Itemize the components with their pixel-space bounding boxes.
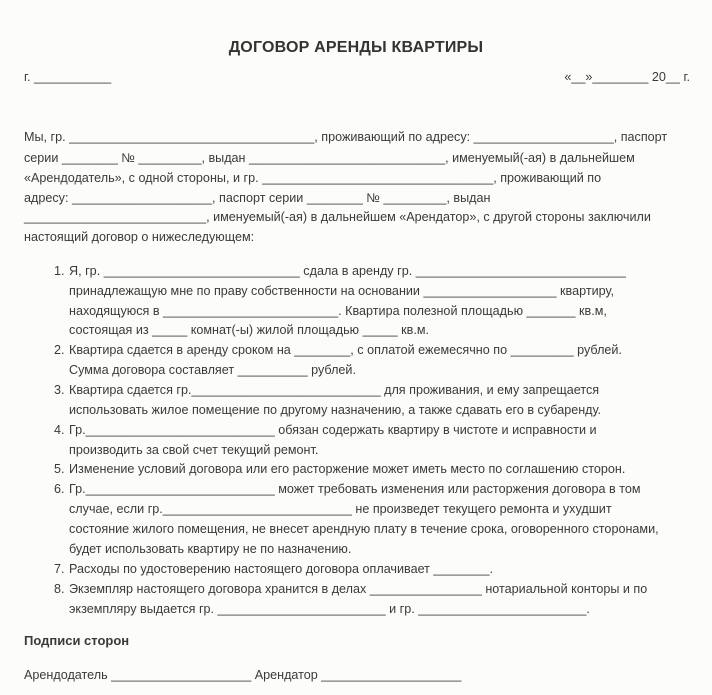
clause-line: Гр.___________________________ может требовать изменения или расторжения договора в том [69, 482, 641, 496]
clause-line: находящуюся в _________________________. Квартира полезной площадью _______ кв.м, [69, 304, 607, 318]
intro-line: серии ________ № _________, выдан ____________________________, именуемый(-ая) в дальнейшем [24, 151, 635, 165]
clause-line: экземпляру выдается гр. ________________________ и гр. ________________________. [69, 602, 590, 616]
clause-line: Я, гр. ____________________________ сдала в аренду гр. ______________________________ [69, 264, 626, 278]
place-field: г. ___________ [24, 70, 112, 84]
clause-number: 5. [54, 462, 65, 476]
intro-line: настоящий договор о нижеследующем: [24, 230, 255, 244]
clause-line: использовать жилое помещение по другому назначению, а также сдавать его в субаренду. [69, 403, 602, 417]
clause-line: Квартира сдается гр.___________________________ для проживания, и ему запрещается [69, 383, 600, 397]
clause-number: 1. [54, 264, 65, 278]
clause-number: 2. [54, 343, 65, 357]
clause-line: будет использовать квартиру не по назначению. [69, 542, 352, 556]
intro-line: «Арендодатель», с одной стороны, и гр. _________________________________, проживающий по [24, 171, 602, 185]
signatures-heading: Подписи сторон [24, 633, 130, 648]
clause-line: Расходы по удостоверению настоящего договора оплачивает ________. [69, 562, 493, 576]
clause-line: Изменение условий договора или его расторжение может иметь место по соглашению сторон. [69, 462, 626, 476]
intro-line: адресу: ____________________, паспорт серии ________ № _________, выдан [24, 191, 491, 205]
clause-number: 3. [54, 383, 65, 397]
intro-line: Мы, гр. ___________________________________, проживающий по адресу: ____________________, паспорт [24, 130, 668, 144]
clause-line: Сумма договора составляет __________ рублей. [69, 363, 356, 377]
clause-line: принадлежащую мне по праву собственности на основании ___________________ квартиру, [69, 284, 615, 298]
clause-number: 6. [54, 482, 65, 496]
clause-line: состоящая из _____ комнат(-ы) жилой площадью _____ кв.м. [69, 323, 429, 337]
clause-line: состояние жилого помещения, не внесет арендную плату в течение срока, оговоренного сторонами, [69, 522, 659, 536]
signatures-line: Арендодатель ____________________ Арендатор ____________________ [24, 668, 462, 682]
date-field: «__»________ 20__ г. [564, 70, 690, 84]
clause-line: Гр.___________________________ обязан содержать квартиру в чистоте и исправности и [69, 423, 597, 437]
clause-line: Экземпляр настоящего договора хранится в делах ________________ нотариальной конторы и по [69, 582, 648, 596]
clause-line: производить за свой счет текущий ремонт. [69, 443, 319, 457]
clause-line: Квартира сдается в аренду сроком на ________, с оплатой ежемесячно по _________ рублей. [69, 343, 622, 357]
intro-line: __________________________, именуемый(-ая) в дальнейшем «Арендатор», с другой стороны заключили [24, 210, 651, 224]
clause-number: 8. [54, 582, 65, 596]
clause-number: 7. [54, 562, 65, 576]
clause-number: 4. [54, 423, 65, 437]
document-title: ДОГОВОР АРЕНДЫ КВАРТИРЫ [228, 39, 484, 56]
clause-line: случае, если гр.___________________________ не произведет текущего ремонта и ухудшит [69, 502, 612, 516]
